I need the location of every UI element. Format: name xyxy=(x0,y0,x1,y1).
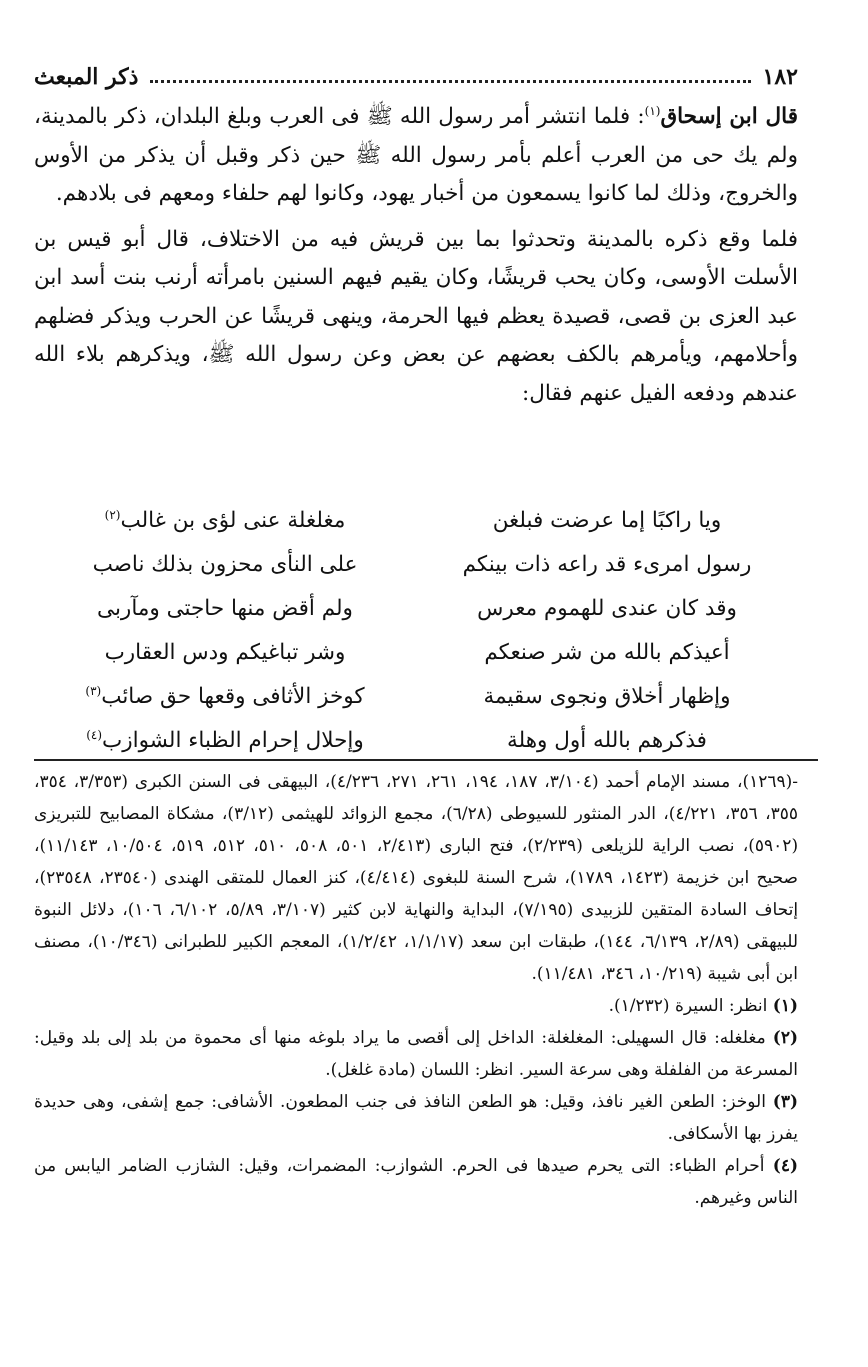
footnotes xyxy=(34,766,798,1214)
verse-1-second-text: مغلغلة عنى لؤى بن غالب xyxy=(120,507,346,533)
paragraph-1-lead: قال ابن إسحاق xyxy=(660,104,799,129)
footnote-3-text: الوخز: الطعن الغير نافذ، وقيل: هو الطعن النافذ فى جنب المطعون. الأشافى: جمع إشفى، وهى حديدة يفرز بها الأسكافى. xyxy=(34,1092,798,1144)
verse-6-first-hemistich: فذكرهم بالله أول وهلة xyxy=(507,727,707,753)
verse-3-second-hemistich: ولم أقض منها حاجتى ومآربى xyxy=(97,595,353,621)
footnote-1-number: (١) xyxy=(772,996,798,1016)
paragraph-2: فلما وقع ذكره بالمدينة وتحدثوا بما بين قريش فيه من الاختلاف، قال أبو قيس بن الأسلت الأوسى، وكان يحب قريشًا، وكان يقيم فيهم السنين بامرأته أرنب بنت أسد ابن عبد العزى بن قصى، قصيدة يعظم فيها الحرمة، وينهى قريشًا عن الحرب ويذكر فضلهم وأحلامهم، ويأمرهم بالكف بعضهم عن بعض وعن رسول الله ﷺ، ويذكرهم بلاء الله عندهم ودفعه الفيل عنهم فقال: xyxy=(34,226,798,406)
verse-4-second-hemistich: وشر تباغيكم ودس العقارب xyxy=(104,639,346,665)
verse-4-first-hemistich: أعيذكم بالله من شر صنعكم xyxy=(484,639,730,665)
verse-6-second-text: وإحلال إحرام الظباء الشوازب xyxy=(102,727,364,753)
verse-1 xyxy=(34,498,798,542)
page-number: ١٨٢ xyxy=(762,64,798,90)
verse-6-second-hemistich xyxy=(34,728,416,753)
paragraph-1-text: : فلما انتشر أمر رسول الله ﷺ فى العرب وبلغ البلدان، ذكر بالمدينة، ولم يك حى من العرب أعلم بأمر رسول الله ﷺ حين ذكر وقبل أن يذكر من الأوس والخروج، وذلك لما كانوا يسمعون من أخبار يهود، وكانوا لهم حلفاء ومعهم فى بلادهم. xyxy=(34,104,798,206)
footnote-continuation: -(١٢٦٩)، مسند الإمام أحمد (٣/١٠٤، ١٨٧، ١٩٤، ٢٦١، ٢٧١، ٤/٢٣٦)، البيهقى فى السنن الكبرى (٣/٣٥٣، ٣٥٤، ٣٥٥، ٣٥٦، ٤/٢٢١)، الدر المنثور للسيوطى (٦/٢٨)، مجمع الزوائد للهيثمى (٣/١٢)، مشكاة المصابيح للتبريزى (٥٩٠٢)، نصب الراية للزيلعى (٢/٢٣٩)، فتح البارى (٢/٤١٣، ٥٠١، ٥٠٨، ٥١٠، ٥١٢، ٥١٩، ١٠/٥٠٤، ١١/١٤٣)، صحيح ابن خزيمة (١٤٢٣، ١٧٨٩)، شرح السنة للبغوى (٤/٤١٤)، كنز العمال للمتقى الهندى (٢٣٥٤٠، ٢٣٥٤٨)، إتحاف السادة المتقين للزبيدى (٧/١٩٥)، البداية والنهاية لابن كثير (٣/١٠٧، ٥/٨٩، ٦/١٠٢، ١٠٦)، دلائل النبوة للبيهقى (٢/٨٩، ٦/١٣٩، ١٤٤)، طبقات ابن سعد (١/١/١٧، ١/٢/٤٢)، المعجم الكبير للطبرانى (١٠/٣٤٦)، مصنف ابن أبى شيبة (١٠/٢١٩، ٣٤٦، ١١/٤٨١). xyxy=(34,772,799,984)
poem xyxy=(34,498,798,762)
dotted-leader xyxy=(150,80,750,83)
footnote-ref-4[interactable]: (٤) xyxy=(86,727,103,742)
verse-5-second-text: كوخز الأثافى وقعها حق صائب xyxy=(101,683,365,709)
verse-1-second-hemistich xyxy=(34,508,416,533)
footnote-divider xyxy=(34,759,818,761)
footnote-1 xyxy=(34,990,798,1022)
footnote-4 xyxy=(34,1150,798,1214)
verse-2-first-hemistich: رسول امرىء قد راعه ذات بينكم xyxy=(462,551,752,577)
footnote-3-number: (٣) xyxy=(772,1092,799,1112)
verse-3-first-hemistich: وقد كان عندى للهموم معرس xyxy=(477,595,737,621)
running-header xyxy=(34,62,798,90)
footnote-2 xyxy=(34,1022,798,1086)
footnote-3 xyxy=(34,1086,798,1150)
footnote-1-text: انظر: السيرة (١/٢٣٢). xyxy=(608,996,768,1016)
verse-1-first-hemistich: ويا راكبًا إما عرضت فبلغن xyxy=(492,507,722,533)
footnote-ref-1[interactable]: (١) xyxy=(644,103,661,118)
verse-6 xyxy=(34,718,798,762)
footnote-ref-3[interactable]: (٣) xyxy=(85,683,102,698)
footnote-2-text: مغلغله: قال السهيلى: المغلغلة: الداخل إلى أقصى ما يراد بلوغه منها أى محموة من بلد إلى بلد وقيل: المسرعة من الفلفلة وهى سرعة السير. انظر: اللسان (مادة غلغل). xyxy=(34,1028,798,1080)
verse-4 xyxy=(34,630,798,674)
section-title: ذكر المبعث xyxy=(34,64,139,90)
verse-3 xyxy=(34,586,798,630)
verse-5 xyxy=(34,674,798,718)
verse-5-second-hemistich xyxy=(34,684,416,709)
main-text xyxy=(34,98,798,413)
footnote-ref-2[interactable]: (٢) xyxy=(104,507,121,522)
footnote-4-number: (٤) xyxy=(772,1156,798,1176)
verse-5-first-hemistich: وإظهار أخلاق ونجوى سقيمة xyxy=(483,683,731,709)
footnote-2-number: (٢) xyxy=(772,1028,799,1048)
paragraph-1 xyxy=(34,98,798,214)
verse-2-second-hemistich: على النأى محزون بذلك ناصب xyxy=(92,551,358,577)
verse-2 xyxy=(34,542,798,586)
footnote-4-text: أحرام الظباء: التى يحرم صيدها فى الحرم. الشوازب: المضمرات، وقيل: الشازب الضامر اليابس من الناس وغيرهم. xyxy=(34,1156,798,1208)
